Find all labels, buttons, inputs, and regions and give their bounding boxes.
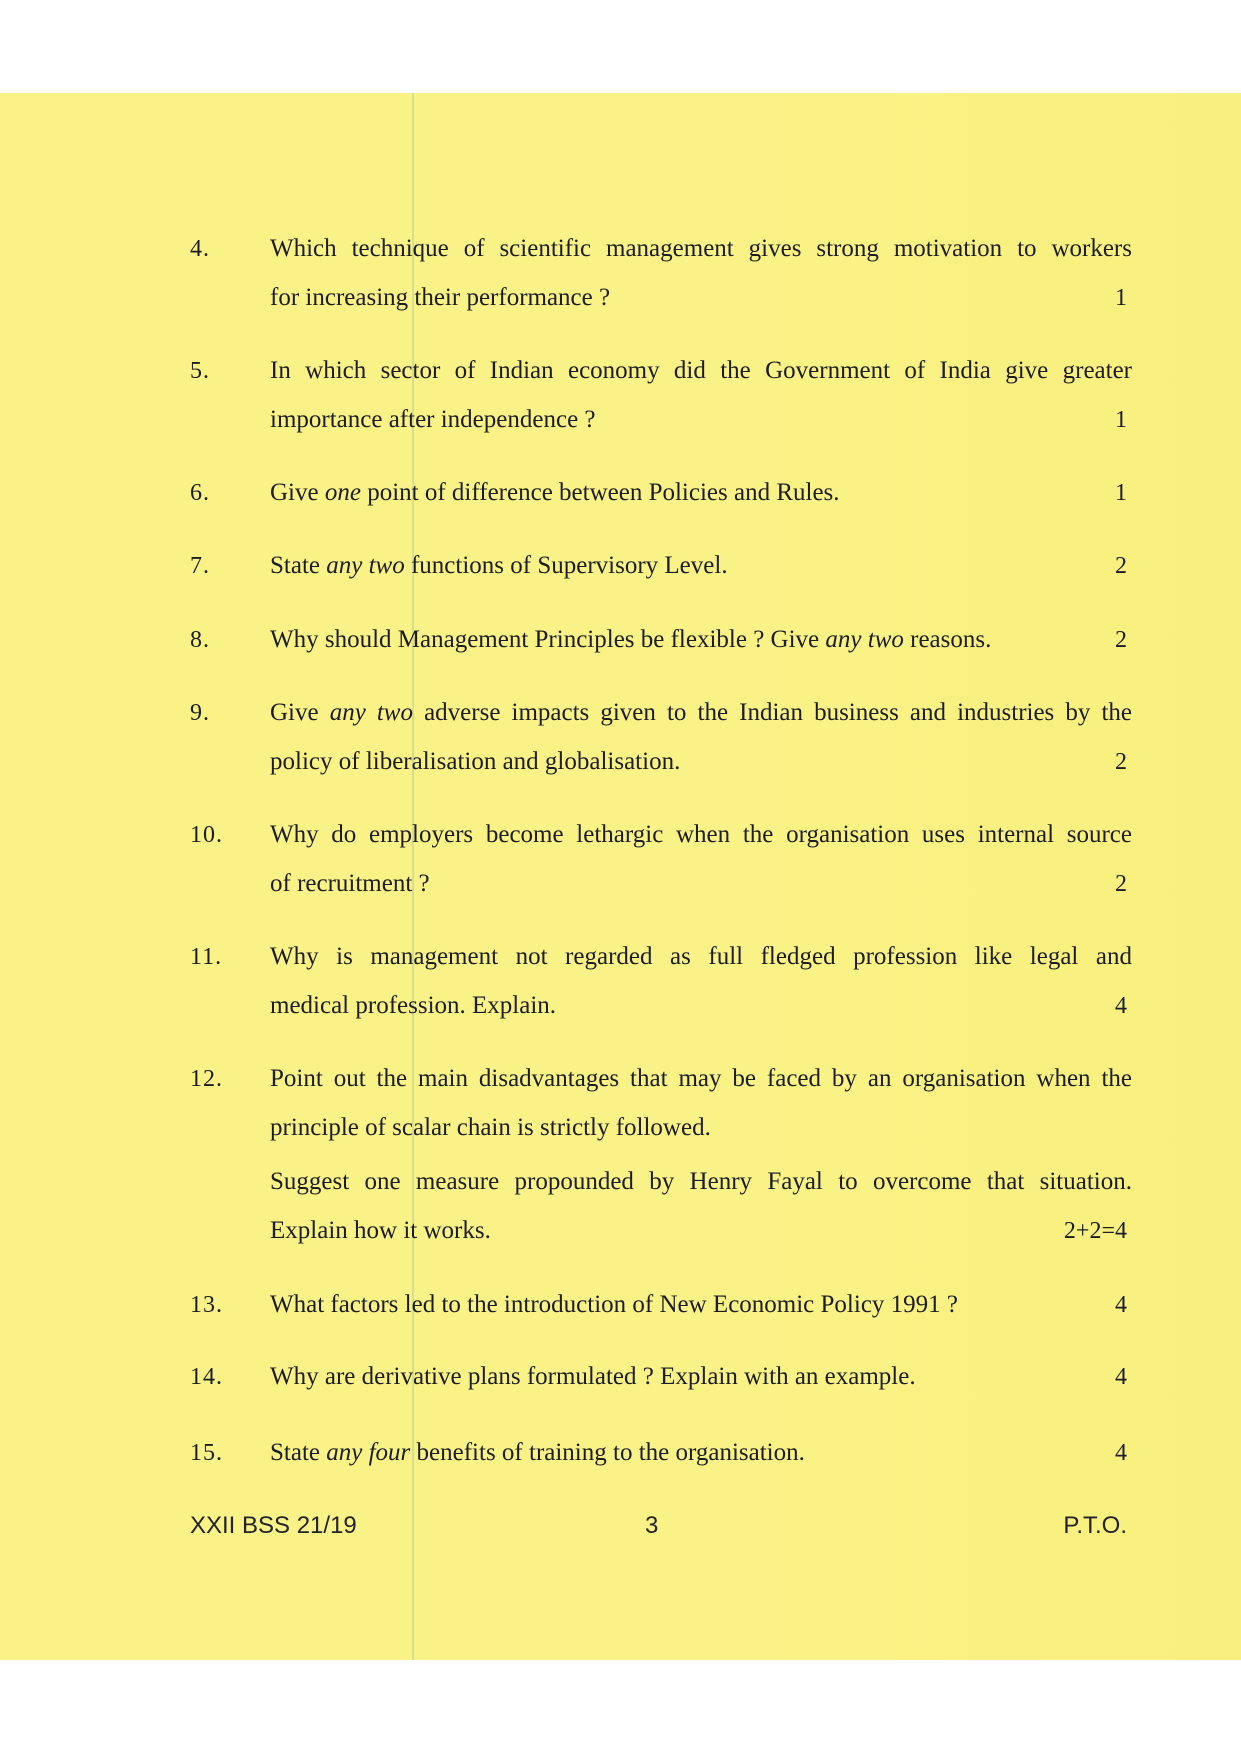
marks: 1 [1115, 407, 1127, 433]
question-text-line: Suggest one measure propounded by Henry Fayal to overcome that situation. [270, 1168, 1132, 1195]
marks: 4 [1115, 1440, 1127, 1466]
text-segment: Give [270, 699, 330, 726]
text-segment: point of difference between Policies and Rules. [360, 479, 840, 506]
question-text-line: Explain how it works. [270, 1217, 491, 1244]
text-segment: State [270, 552, 327, 579]
marks: 2 [1115, 553, 1127, 579]
question-text-line: Why are derivative plans formulated ? Explain with an example. [270, 1363, 916, 1390]
emphasis: any two [825, 626, 904, 653]
emphasis: one [324, 479, 361, 506]
question-text-line: In which sector of Indian economy did the Government of India give greater [270, 357, 1132, 384]
question-text-line: for increasing their performance ? [270, 284, 611, 311]
question-number: 8. [190, 627, 210, 653]
marks: 2+2=4 [1063, 1218, 1127, 1244]
question-number: 12. [190, 1066, 223, 1092]
marks: 2 [1115, 871, 1127, 897]
question-text-line [270, 551, 1132, 581]
text-segment: Why should Management Principles be flexible ? Give [270, 626, 826, 653]
question-number: 15. [190, 1440, 223, 1466]
question-text-line: of recruitment ? [270, 870, 430, 897]
question-text-line: importance after independence ? [270, 406, 596, 433]
question-text-line: medical profession. Explain. [270, 992, 557, 1019]
question-text-line [270, 478, 1132, 508]
question-number: 5. [190, 358, 210, 384]
marks: 1 [1115, 480, 1127, 506]
question-number: 6. [190, 480, 210, 506]
question-number: 9. [190, 700, 210, 726]
question-text-line [270, 1438, 1132, 1468]
question-number: 13. [190, 1292, 223, 1318]
marks: 4 [1115, 1364, 1127, 1390]
question-text-line: Why is management not regarded as full fledged profession like legal and [270, 943, 1132, 970]
paper-code: XXII BSS 21/19 [190, 1512, 357, 1539]
question-number: 11. [190, 944, 223, 970]
question-text-line: principle of scalar chain is strictly followed. [270, 1114, 711, 1141]
question-number: 14. [190, 1364, 223, 1390]
emphasis: any two [329, 699, 413, 726]
question-text-line [270, 625, 1132, 655]
question-number: 4. [190, 236, 210, 262]
text-segment: functions of Supervisory Level. [404, 552, 728, 579]
text-segment: Give [270, 479, 325, 506]
question-text-line: Point out the main disadvantages that may be faced by an organisation when the [270, 1065, 1132, 1092]
marks: 4 [1115, 993, 1127, 1019]
question-number: 7. [190, 553, 210, 579]
question-text-line [270, 698, 1132, 728]
marks: 2 [1115, 749, 1127, 775]
please-turn-over: P.T.O. [1063, 1512, 1127, 1539]
page-number: 3 [645, 1512, 659, 1539]
text-segment: reasons. [903, 626, 992, 653]
marks: 2 [1115, 627, 1127, 653]
question-text-line: What factors led to the introduction of New Economic Policy 1991 ? [270, 1291, 959, 1318]
text-segment: State [270, 1439, 327, 1466]
question-text-line: Why do employers become lethargic when the organisation uses internal source [270, 821, 1132, 848]
emphasis: any two [326, 552, 405, 579]
question-text-line: Which technique of scientific management gives strong motivation to workers [270, 235, 1132, 262]
text-segment: benefits of training to the organisation. [410, 1439, 805, 1466]
marks: 4 [1115, 1292, 1127, 1318]
text-segment: adverse impacts given to the Indian business and industries by the [413, 699, 1132, 726]
question-number: 10. [190, 822, 223, 848]
marks: 1 [1115, 285, 1127, 311]
emphasis: any four [326, 1439, 411, 1466]
question-text-line: policy of liberalisation and globalisation. [270, 748, 681, 775]
